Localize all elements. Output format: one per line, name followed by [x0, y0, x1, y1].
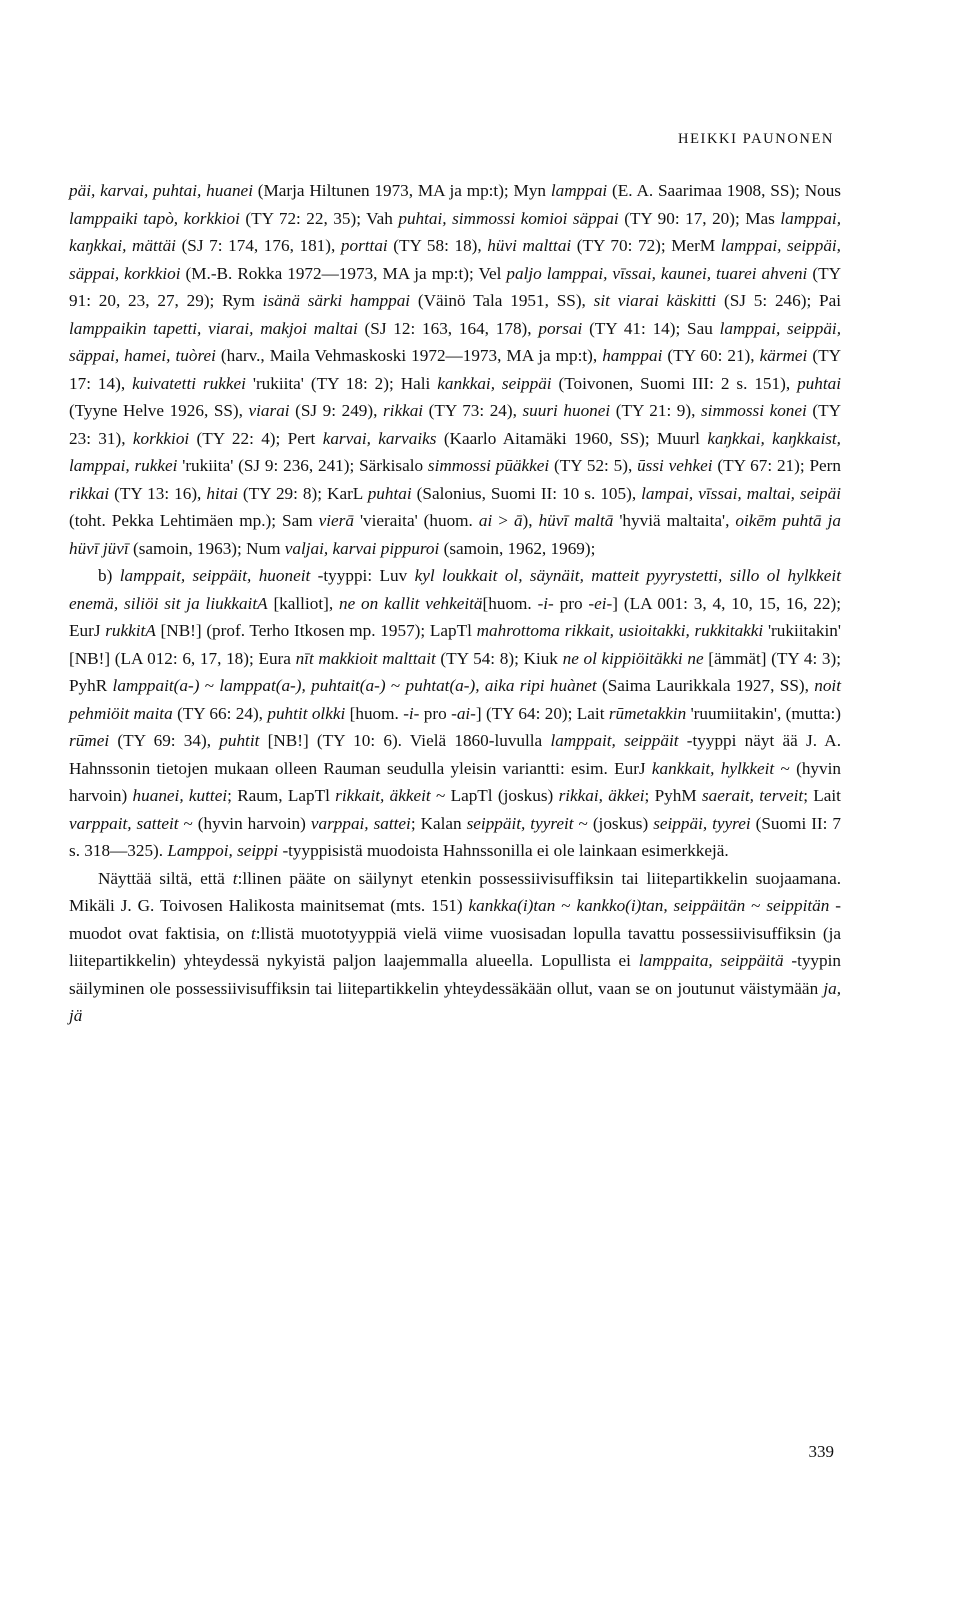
italic-run: rikkai, äkkei — [558, 786, 645, 805]
italic-run: ūssi vehkei — [637, 456, 713, 475]
text-run: pro — [553, 593, 589, 613]
text-run: ), — [522, 511, 539, 530]
text-run: (Saima Laurikkala 1927, SS), — [596, 676, 815, 695]
text-run: [huom. — [345, 703, 404, 723]
text-run: (Salonius, Suomi II: 10 s. 105), — [411, 483, 642, 503]
text-run: (TY 91: 20, 23, 27, 29); Rym — [69, 263, 841, 310]
italic-run: t — [232, 868, 238, 888]
text-run: 'rukiita' (SJ 9: 236, 241); Särkisalo — [177, 456, 428, 475]
text-run: b) — [98, 566, 120, 585]
text-run: -tyyppi näyt ää J. A. Hahnssonin tietojen mukaan olleen Rauman seudulla yleisin variantti: esim. EurJ — [69, 731, 842, 778]
text-run: [kalliot], — [267, 593, 339, 613]
text-run: (harv., Maila Vehmaskoski 1972—1973, MA ja mp:t), — [215, 346, 603, 365]
italic-run: lamppai — [550, 181, 608, 200]
italic-run: sit viarai käskitti — [593, 291, 717, 310]
italic-run: noit pehmiöit maita — [69, 676, 841, 723]
text-run: [huom. — [482, 593, 538, 613]
italic-run: puhtai — [797, 373, 841, 393]
italic-run: seippäi, tyyrei — [653, 813, 751, 833]
text-run: ~ LapTl (joskus) — [430, 786, 559, 805]
text-run: (TY 69: 34), — [109, 731, 220, 750]
italic-run: lamppai, seippäi, säppai, hamei, tuòrei — [69, 318, 841, 365]
italic-run: oikēm puhtā ja hüvī jüvī — [69, 511, 841, 558]
italic-run: rūmei — [69, 731, 110, 750]
text-run: (TY 60: 21), — [662, 346, 760, 365]
italic-run: puhtit — [219, 731, 260, 750]
italic-run: ne ol kippiöitäkki ne — [562, 648, 704, 668]
text-run: (TY 29: 8); KarL — [237, 483, 368, 503]
italic-run: kankkai, seippäi — [437, 373, 552, 393]
text-run: [ämmät] (TY 4: 3); PyhR — [69, 648, 841, 695]
text-run: (TY 90: 17, 20); Mas — [618, 208, 781, 228]
text-run: ; PyhM — [644, 786, 702, 805]
text-run: ~ (hyvin harvoin) — [178, 813, 311, 833]
italic-run: valjai, karvai pippuroi — [284, 538, 440, 558]
italic-run: suuri huonei — [522, 401, 611, 420]
italic-run: ne on kallit vehkeitä — [338, 593, 483, 613]
text-run: (TY 21: 9), — [610, 401, 701, 420]
text-run: ; Lait — [803, 786, 841, 805]
text-run: (TY 52: 5), — [549, 456, 638, 475]
text-run: 'vieraita' (huom. — [353, 511, 479, 530]
text-run: ~ — [745, 896, 767, 915]
text-run: [NB!] (TY 10: 6). Vielä 1860-luvulla — [259, 731, 551, 750]
text-run: Näyttää siltä, että — [98, 868, 233, 888]
italic-run: varppai, sattei — [310, 813, 411, 833]
text-run: :llistä muototyyppiä vielä viime vuosisadan lopulla tavattu possessiivisuffiksin (ja liitepartikkelin) yhteydessä nykyistä paljon laajemmalla alueella. Lopullista ei — [69, 923, 841, 970]
italic-run: kuivatetti rukkei — [132, 373, 246, 393]
italic-run: lamppait(a-) — [112, 676, 200, 695]
italic-run: saerait, terveit — [701, 786, 804, 805]
text-run: (toht. Pekka Lehtimäen mp.); Sam — [69, 511, 319, 530]
italic-run: huanei, kuttei — [132, 786, 228, 805]
italic-run: lamppaiki tapò, korkkioi — [69, 208, 240, 228]
running-header: HEIKKI PAUNONEN — [678, 131, 834, 147]
italic-run: lamppaita, seippäitä — [638, 951, 784, 970]
text-run: (TY 13: 16), — [109, 483, 207, 503]
text-run: (SJ 5: 246); Pai — [716, 291, 842, 310]
italic-run: kyl loukkait ol, säynäit, matteit pyyrystetti, sillo ol hylkkeit enemä, siliöi sit ja liukkaitA — [69, 566, 841, 613]
text-run: (TY 67: 21); Pern — [712, 456, 841, 475]
text-run: (TY 70: 72); MerM — [571, 236, 721, 255]
text-run: ] (TY 64: 20); Lait — [475, 703, 609, 723]
text-run: ; Kalan — [410, 813, 467, 833]
text-run: (Toivonen, Suomi III: 2 s. 151), — [551, 373, 798, 393]
text-run: (Väinö Tala 1951, SS), — [410, 291, 594, 310]
text-run: [NB!] (prof. Terho Itkosen mp. 1957); LapTl — [155, 621, 477, 640]
text-run: (TY 17: 14), — [69, 346, 842, 393]
italic-run: rukkitA — [105, 621, 156, 640]
text-run: ~ — [555, 896, 577, 915]
italic-run: -ei- — [588, 593, 613, 613]
italic-run: viarai — [248, 401, 290, 420]
paragraph-dialect-list-b — [69, 562, 841, 865]
italic-run: lamppai, kaŋkkai, mättäi — [69, 208, 841, 255]
italic-run: seippitän — [766, 896, 830, 915]
italic-run: ja, jä — [69, 978, 841, 1025]
text-run: (Kaarlo Aitamäki 1960, SS); Muurl — [436, 428, 708, 448]
text-run: (TY 72: 22, 35); Vah — [239, 208, 399, 228]
italic-run: porttai — [340, 236, 388, 255]
italic-run: Lamppoi, seippi — [167, 841, 279, 860]
italic-run: karvai, karvaiks — [322, 428, 437, 448]
text-run: ~ (joskus) — [573, 813, 654, 833]
italic-run: hüvi malttai — [487, 236, 572, 255]
text-run: (SJ 7: 174, 176, 181), — [175, 236, 341, 255]
text-run: (E. A. Saarimaa 1908, SS); Nous — [607, 181, 841, 200]
italic-run: hitai — [206, 483, 238, 503]
italic-run: lampai, vīssai, maltai, seipäi — [641, 483, 842, 503]
italic-run: varppait, satteit — [69, 813, 179, 833]
italic-run: rikkai — [382, 401, 424, 420]
italic-run: lamppai, seippäi, säppai, korkkioi — [69, 236, 841, 283]
italic-run: t — [251, 923, 256, 943]
italic-run: lamppait, seippäit, huoneit — [119, 566, 311, 585]
text-run: (Marja Hiltunen 1973, MA ja mp:t); Myn — [252, 181, 551, 200]
text-run: 'hyviä maltaita', — [613, 511, 736, 530]
italic-run: lamppat(a-), puhtait(a-) — [219, 676, 386, 695]
paragraph-conclusion — [69, 865, 841, 1030]
text-run: 'rukiita' (TY 18: 2); Hali — [245, 373, 438, 393]
text-run: (SJ 9: 249), — [289, 401, 383, 420]
text-run: (TY 73: 24), — [423, 401, 523, 420]
text-run: (SJ 12: 163, 164, 178), — [357, 318, 539, 338]
italic-run: porsai — [538, 318, 583, 338]
italic-run: kankka(i)tan — [468, 896, 556, 915]
italic-run: nīt makkioit malttait — [295, 648, 436, 668]
text-run: 'rukiitakin' [NB!] (LA 012: 6, 17, 18); Eura — [69, 621, 841, 668]
italic-run: kaŋkkai, kaŋkkaist, lamppai, rukkei — [69, 428, 841, 475]
italic-run: -i- — [403, 703, 420, 723]
italic-run: kankkait, hylkkeit — [651, 758, 775, 778]
italic-run: ai — [478, 511, 493, 530]
italic-run: hüvī maltā — [538, 511, 614, 530]
text-run: (TY 23: 31), — [69, 401, 842, 448]
text-run: (Tyyne Helve 1926, SS), — [69, 401, 249, 420]
italic-run: puhtai, simmossi komioi säppai — [398, 208, 619, 228]
text-run: (TY 66: 24), — [172, 703, 268, 723]
italic-run: puhtat(a-), aika ripi huànet — [405, 676, 597, 695]
italic-run: korkkioi — [132, 428, 190, 448]
text-run: ~ — [199, 676, 220, 695]
italic-run: -ai- — [451, 703, 476, 723]
text-run: (M.-B. Rokka 1972—1973, MA ja mp:t); Vel — [180, 263, 507, 283]
text-run: ] (LA 001: 3, 4, 10, 15, 16, 22); EurJ — [69, 593, 841, 640]
body-text — [69, 177, 841, 1030]
italic-run: -i- — [537, 593, 554, 613]
italic-run: puhtit olkki — [267, 703, 346, 723]
italic-run: rikkai — [69, 483, 110, 503]
text-run: ; Raum, LapTl — [227, 786, 336, 805]
italic-run: kärmei — [759, 346, 808, 365]
italic-run: hamppai — [602, 346, 663, 365]
italic-run: simmossi pūäkkei — [427, 456, 550, 475]
italic-run: lamppaikin tapetti, viarai, makjoi maltai — [69, 318, 358, 338]
text-run: (Suomi II: 7 s. 318—325). — [69, 813, 841, 860]
italic-run: rikkait, äkkeit — [335, 786, 431, 805]
italic-run: simmossi konei — [700, 401, 807, 420]
text-run: -muodot ovat faktisia, on — [69, 896, 841, 943]
text-run: ~ — [385, 676, 406, 695]
text-run: (TY 41: 14); Sau — [582, 318, 720, 338]
text-run: (TY 22: 4); Pert — [189, 428, 323, 448]
italic-run: puhtai — [367, 483, 412, 503]
italic-run: mahrottoma rikkait, usioitakki, rukkitakki — [476, 621, 764, 640]
text-run: -tyyppi: Luv — [310, 566, 415, 585]
text-run: :llinen pääte on säilynyt etenkin possessiivisuffiksin tai liitepartikkelin suojaamana. Mikäli J. G. Toivosen Halikosta mainitsemat (mts. 151) — [69, 868, 841, 915]
text-run: -tyyppisistä muodoista Hahnssonilla ei ole lainkaan esimerkkejä. — [278, 841, 729, 860]
italic-run: lamppait, seippäit — [550, 731, 679, 750]
text-run: (samoin, 1963); Num — [128, 538, 285, 558]
italic-run: ā — [513, 511, 523, 530]
text-run: (TY 58: 18), — [387, 236, 488, 255]
text-run: 'ruumiitakin', (mutta:) — [686, 703, 841, 723]
text-run: (TY 54: 8); Kiuk — [435, 648, 563, 668]
page-number: 339 — [808, 1442, 834, 1461]
text-run: > — [492, 511, 514, 530]
text-run: pro — [419, 703, 452, 723]
italic-run: kankko(i)tan, seippäitän — [576, 896, 746, 915]
text-run: (samoin, 1962, 1969); — [439, 538, 596, 558]
italic-run: vierā — [318, 511, 354, 530]
italic-run: isänä särki hamppai — [262, 291, 411, 310]
italic-run: päi, karvai, puhtai, huanei — [69, 181, 253, 200]
text-run: ~ (hyvin harvoin) — [69, 758, 841, 805]
text-run: -tyypin säilyminen ole possessiivisuffiksin tai liitepartikkelin yhteydessäkään ollut, vaan se on joutunut väistymään — [69, 951, 841, 998]
paragraph-dialect-list-a — [69, 177, 841, 562]
italic-run: seippäit, tyyreit — [466, 813, 574, 833]
italic-run: rūmetakkin — [608, 703, 687, 723]
italic-run: paljo lamppai, vīssai, kaunei, tuarei ahveni — [506, 263, 808, 283]
